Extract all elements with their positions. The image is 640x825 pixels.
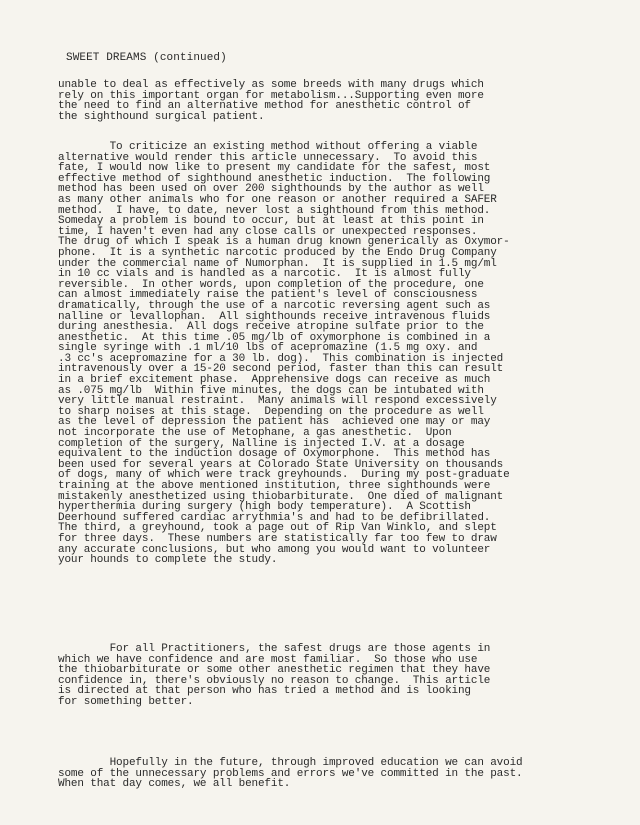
text-line: hyperthermia during surgery (high body temperature). A Scottish: [58, 501, 471, 514]
text-line: time, I haven't even had any close calls or unexpected responses.: [58, 225, 478, 238]
text-line: is directed at that person who has tried a method and is looking: [58, 685, 471, 698]
text-line: in 10 cc vials and is handled as a narcotic. It is almost fully: [58, 268, 471, 281]
text-line: the sighthound surgical patient.: [58, 110, 265, 123]
text-line: as .075 mg/lb Within five minutes, the dogs can be intubated with: [58, 384, 484, 397]
text-line: Someday a problem is bound to occur, but at least at this point in: [58, 215, 484, 228]
text-line: unable to deal as effectively as some breeds with many drugs which: [58, 79, 484, 91]
paragraph-3: [58, 644, 618, 708]
text-line: rely on this important organ for metabolism...Supporting even more: [58, 89, 484, 102]
text-line: fate, I would now like to present my candidate for the safest, most: [58, 162, 491, 175]
page-header: SWEET DREAMS (continued): [66, 52, 227, 64]
text-line: very little manual restraint. Many animals will respond excessively: [58, 395, 497, 408]
text-line: as the level of depression the patient has achieved one may or may: [58, 416, 491, 429]
text-line: intravenously over a 15-20 second period, faster than this can result: [58, 363, 504, 376]
text-line: mistakenly anesthetized using thiobarbiturate. One died of malignant: [58, 490, 504, 503]
text-line: some of the unnecessary problems and errors we've committed in the past.: [58, 767, 523, 780]
text-line: The third, a greyhound, took a page out of Rip Van Winklo, and slept: [58, 522, 497, 535]
paragraph-2: [58, 142, 618, 566]
text-line: as many other animals who for one reason or another required a SAFER: [58, 193, 497, 206]
text-line: been used for several years at Colorado State University on thousands: [58, 458, 504, 471]
text-line: completion of the surgery, Nalline is injected I.V. at a dosage: [58, 437, 465, 450]
text-line: Hopefully in the future, through improved education we can avoid: [58, 757, 523, 769]
text-line: equivalent to the induction dosage of Oxymorphone. This method has: [58, 448, 491, 461]
text-line: any accurate conclusions, but who among you would want to volunteer: [58, 543, 491, 556]
text-line: which we have confidence and are most familiar. So those who use: [58, 653, 478, 666]
text-line: anesthetic. At this time .05 mg/lb of oxymorphone is combined in a: [58, 331, 491, 344]
text-line: for something better.: [58, 695, 194, 708]
text-line: your hounds to complete the study.: [58, 554, 278, 567]
text-line: To criticize an existing method without offering a viable: [58, 141, 478, 153]
text-line: The drug of which I speak is a human drug known generically as Oxymor-: [58, 236, 510, 249]
text-line: of dogs, many of which were track greyhounds. During my post-graduate: [58, 469, 510, 482]
text-line: not incorporate the use of Metophane, a gas anesthetic. Upon: [58, 427, 452, 440]
text-line: confidence in, there's obviously no reason to change. This article: [58, 674, 491, 687]
text-line: reversible. In other words, upon completion of the procedure, one: [58, 278, 484, 291]
text-line: to sharp noises at this stage. Depending on the procedure as well: [58, 405, 484, 418]
text-line: alternative would render this article unnecessary. To avoid this: [58, 151, 478, 164]
text-line: dramatically, through the use of a narcotic reversing agent such as: [58, 299, 491, 312]
text-line: during anesthesia. All dogs receive atropine sulfate prior to the: [58, 321, 484, 334]
text-line: Deerhound suffered cardiac arrythmia's and had to be defibrillated.: [58, 511, 491, 524]
text-line: nalline or levallophan. All sighthounds receive intravenous fluids: [58, 310, 491, 323]
text-line: single syringe with .1 ml/10 lbs of acepromazine (1.5 mg oxy. and: [58, 342, 478, 355]
text-line: .3 cc's acepromazine for a 30 lb. dog). This combination is injected: [58, 352, 504, 365]
text-line: phone. It is a synthetic narcotic produced by the Endo Drug Company: [58, 246, 497, 259]
text-line: the thiobarbiturate or some other anesthetic regimen that they have: [58, 664, 491, 677]
text-line: for three days. These numbers are statistically far too few to draw: [58, 532, 497, 545]
text-line: For all Practitioners, the safest drugs are those agents in: [58, 643, 491, 655]
text-line: under the commercial name of Numorphan. It is supplied in 1.5 mg/ml: [58, 257, 497, 270]
text-line: in a brief excitement phase. Apprehensive dogs can receive as much: [58, 374, 491, 387]
text-line: method. I have, to date, never lost a sighthound from this method.: [58, 204, 491, 217]
text-line: When that day comes, we all benefit.: [58, 778, 291, 791]
text-line: can almost immediately raise the patient's level of consciousness: [58, 289, 478, 302]
paragraph-4: [58, 758, 618, 790]
paragraph-1: [58, 80, 618, 122]
text-line: the need to find an alternative method for anesthetic control of: [58, 100, 471, 113]
text-line: method has been used on over 200 sighthounds by the author as well: [58, 183, 484, 196]
text-line: effective method of sighthound anesthetic induction. The following: [58, 172, 491, 185]
text-line: training at the above mentioned institution, three sighthounds were: [58, 480, 491, 492]
